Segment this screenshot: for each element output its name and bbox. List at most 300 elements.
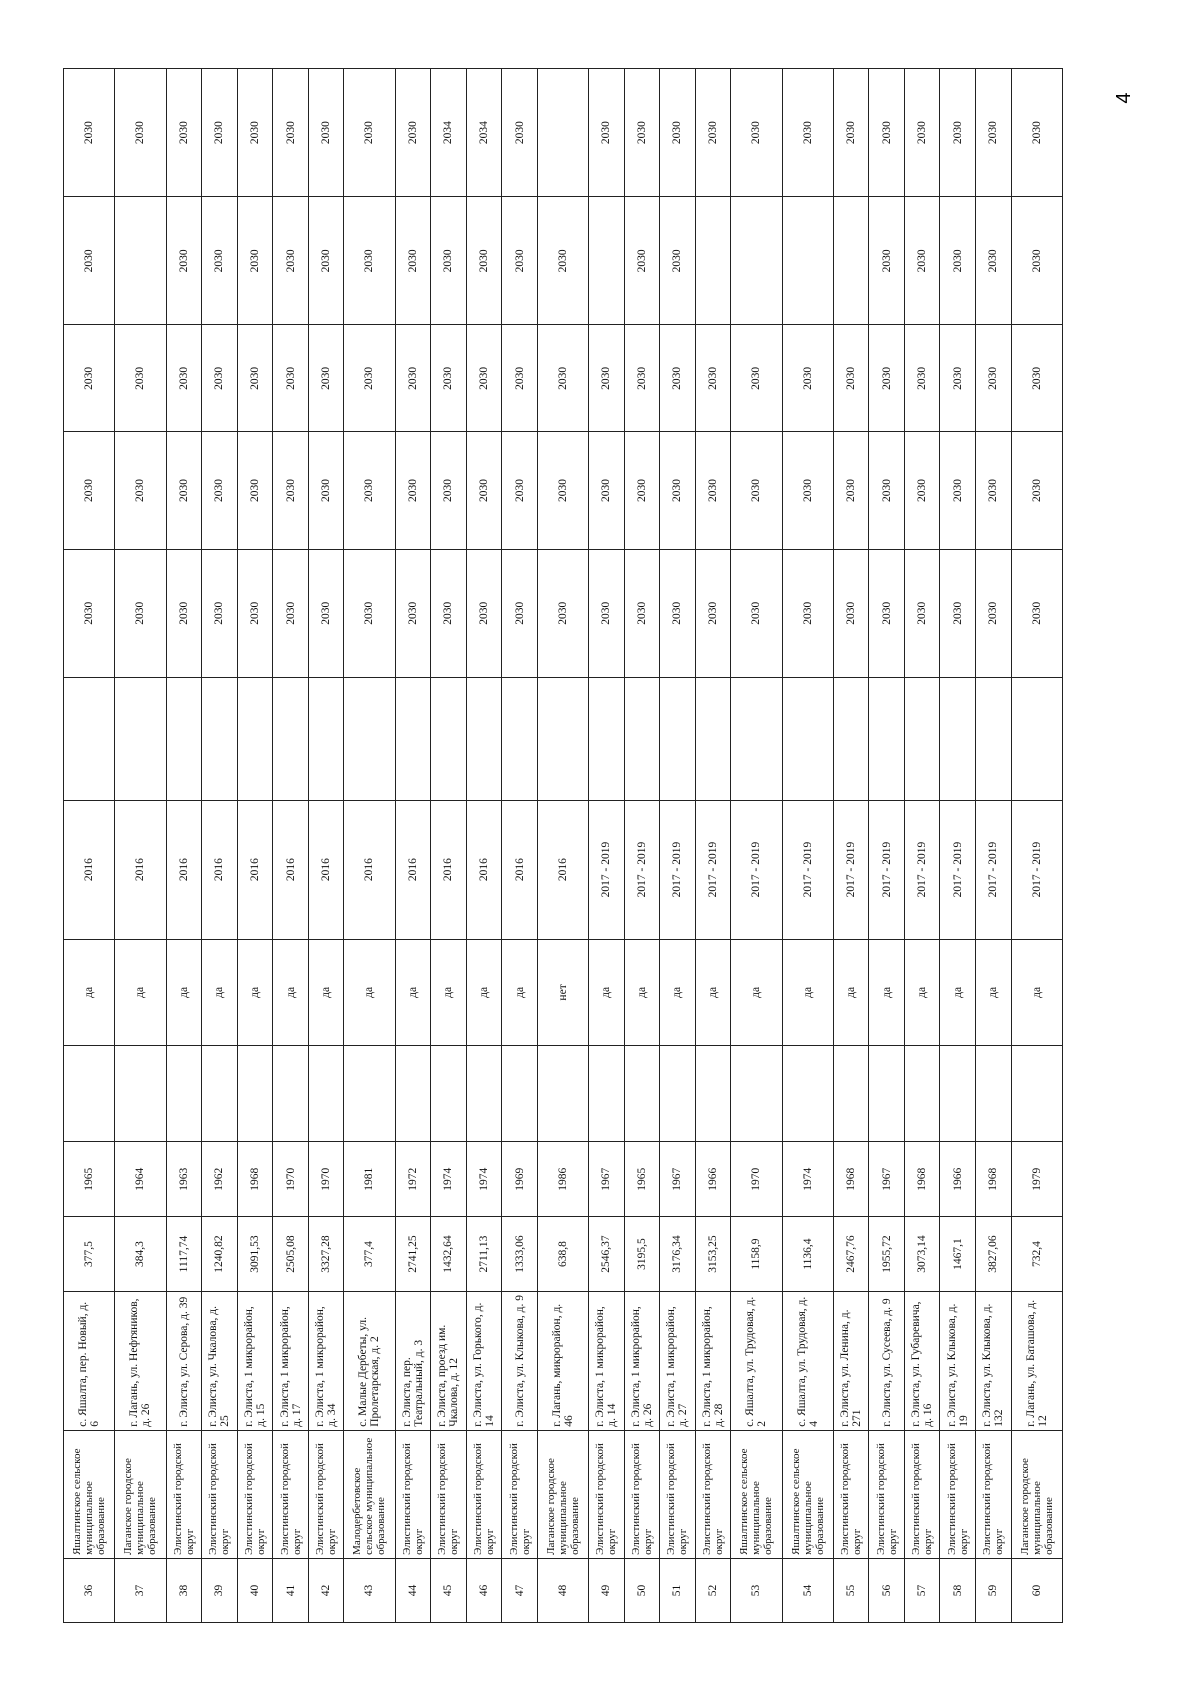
year-plan-cell: 2030 [833, 325, 869, 432]
flag-cell: да [976, 939, 1012, 1046]
flag-cell: да [64, 939, 115, 1046]
table-row [1011, 69, 1062, 1623]
address-cell: г. Элиста, 1 микрорайон, д. 15 [237, 1291, 273, 1430]
table-row [695, 69, 731, 1623]
blank-cell [466, 1046, 502, 1142]
address-cell: г. Элиста, ул. Серова, д. 39 [166, 1291, 202, 1430]
address-cell: г. Элиста, ул. Клыкова, д. 19 [940, 1291, 976, 1430]
year-plan-cell: 2030 [115, 69, 166, 197]
table-row [589, 69, 625, 1623]
blank-cell [731, 1046, 782, 1142]
year-plan-cell: 2030 [273, 432, 309, 549]
municipality-cell: Элистинский городской округ [833, 1430, 869, 1558]
period-cell: 2016 [344, 800, 395, 939]
year-plan-cell: 2030 [237, 549, 273, 677]
blank-cell [273, 677, 309, 800]
year-plan-cell: 2030 [502, 549, 538, 677]
build-year-cell: 1967 [589, 1142, 625, 1217]
year-plan-cell: 2030 [237, 325, 273, 432]
blank-cell [395, 677, 431, 800]
year-plan-cell: 2030 [1011, 549, 1062, 677]
blank-cell [308, 677, 344, 800]
period-cell: 2017 - 2019 [731, 800, 782, 939]
area-cell: 384,3 [115, 1217, 166, 1292]
year-plan-cell: 2030 [1011, 197, 1062, 325]
flag-cell: нет [537, 939, 588, 1046]
row-number-cell: 39 [202, 1558, 238, 1622]
area-cell: 732,4 [1011, 1217, 1062, 1292]
municipality-cell: Элистинский городской округ [624, 1430, 660, 1558]
row-number-cell: 36 [64, 1558, 115, 1622]
blank-cell [237, 1046, 273, 1142]
year-plan-cell: 2030 [904, 325, 940, 432]
year-plan-cell: 2030 [537, 325, 588, 432]
municipality-cell: Элистинский городской округ [976, 1430, 1012, 1558]
year-plan-cell: 2030 [976, 197, 1012, 325]
address-cell: г. Элиста, ул. Ленина, д. 271 [833, 1291, 869, 1430]
year-plan-cell: 2030 [308, 69, 344, 197]
area-cell: 2711,13 [466, 1217, 502, 1292]
year-plan-cell: 2030 [940, 432, 976, 549]
year-plan-cell: 2030 [431, 325, 467, 432]
flag-cell: да [660, 939, 696, 1046]
year-plan-cell: 2030 [782, 432, 833, 549]
row-number-cell: 37 [115, 1558, 166, 1622]
municipality-cell: Элистинский городской округ [202, 1430, 238, 1558]
row-number-cell: 42 [308, 1558, 344, 1622]
build-year-cell: 1979 [1011, 1142, 1062, 1217]
year-plan-cell: 2030 [537, 197, 588, 325]
row-number-cell: 51 [660, 1558, 696, 1622]
year-plan-cell: 2030 [344, 432, 395, 549]
table-row [940, 69, 976, 1623]
period-cell: 2017 - 2019 [904, 800, 940, 939]
row-number-cell: 41 [273, 1558, 309, 1622]
row-number-cell: 45 [431, 1558, 467, 1622]
blank-cell [431, 677, 467, 800]
year-plan-cell: 2030 [64, 69, 115, 197]
build-year-cell: 1966 [695, 1142, 731, 1217]
year-plan-cell: 2030 [624, 432, 660, 549]
year-plan-cell: 2030 [624, 69, 660, 197]
municipality-cell: Элистинский городской округ [904, 1430, 940, 1558]
blank-cell [695, 677, 731, 800]
year-plan-cell: 2030 [202, 325, 238, 432]
year-plan-cell: 2034 [466, 69, 502, 197]
table-row [904, 69, 940, 1623]
table-row [344, 69, 395, 1623]
blank-cell [624, 677, 660, 800]
year-plan-cell: 2030 [395, 549, 431, 677]
municipality-cell: Яшалтинское сельское муниципальное образование [64, 1430, 115, 1558]
year-plan-cell: 2030 [431, 549, 467, 677]
year-plan-cell: 2030 [782, 325, 833, 432]
build-year-cell: 1967 [869, 1142, 905, 1217]
blank-cell [1011, 1046, 1062, 1142]
flag-cell: да [1011, 939, 1062, 1046]
year-plan-cell: 2030 [64, 549, 115, 677]
period-cell: 2017 - 2019 [589, 800, 625, 939]
year-plan-cell: 2030 [833, 69, 869, 197]
year-plan-cell: 2030 [1011, 325, 1062, 432]
registry-body [64, 69, 1063, 1623]
flag-cell: да [115, 939, 166, 1046]
blank-cell [537, 677, 588, 800]
year-plan-cell: 2030 [537, 432, 588, 549]
year-plan-cell: 2030 [624, 549, 660, 677]
area-cell: 3195,5 [624, 1217, 660, 1292]
year-plan-cell: 2030 [731, 69, 782, 197]
year-plan-cell: 2030 [273, 69, 309, 197]
area-cell: 1467,1 [940, 1217, 976, 1292]
year-plan-cell: 2030 [502, 325, 538, 432]
period-cell: 2016 [202, 800, 238, 939]
year-plan-cell: 2030 [660, 549, 696, 677]
table-row [466, 69, 502, 1623]
area-cell: 3176,34 [660, 1217, 696, 1292]
blank-cell [940, 677, 976, 800]
flag-cell: да [731, 939, 782, 1046]
municipality-cell: Элистинский городской округ [273, 1430, 309, 1558]
blank-cell [904, 677, 940, 800]
build-year-cell: 1968 [904, 1142, 940, 1217]
year-plan-cell: 2030 [833, 549, 869, 677]
period-cell: 2016 [431, 800, 467, 939]
municipality-cell: Элистинский городской округ [431, 1430, 467, 1558]
area-cell: 1432,64 [431, 1217, 467, 1292]
year-plan-cell: 2030 [395, 197, 431, 325]
period-cell: 2017 - 2019 [1011, 800, 1062, 939]
build-year-cell: 1968 [237, 1142, 273, 1217]
row-number-cell: 56 [869, 1558, 905, 1622]
year-plan-cell: 2030 [115, 325, 166, 432]
year-plan-cell: 2030 [589, 549, 625, 677]
flag-cell: да [940, 939, 976, 1046]
table-row [273, 69, 309, 1623]
address-cell: г. Элиста, проезд им. Чкалова, д. 12 [431, 1291, 467, 1430]
year-plan-cell: 2030 [502, 69, 538, 197]
table-row [731, 69, 782, 1623]
area-cell: 2546,37 [589, 1217, 625, 1292]
address-cell: г. Элиста, ул. Горького, д. 14 [466, 1291, 502, 1430]
year-plan-cell: 2030 [782, 549, 833, 677]
year-plan-cell: 2030 [202, 432, 238, 549]
build-year-cell: 1964 [115, 1142, 166, 1217]
year-plan-cell: 2030 [466, 325, 502, 432]
area-cell: 638,8 [537, 1217, 588, 1292]
year-plan-cell: 2030 [537, 549, 588, 677]
municipality-cell: Элистинский городской округ [237, 1430, 273, 1558]
area-cell: 1955,72 [869, 1217, 905, 1292]
build-year-cell: 1986 [537, 1142, 588, 1217]
year-plan-cell: 2030 [273, 325, 309, 432]
address-cell: с. Малые Дербеты, ул. Пролетарская, д. 2 [344, 1291, 395, 1430]
area-cell: 3091,53 [237, 1217, 273, 1292]
area-cell: 1136,4 [782, 1217, 833, 1292]
build-year-cell: 1967 [660, 1142, 696, 1217]
blank-cell [940, 1046, 976, 1142]
row-number-cell: 49 [589, 1558, 625, 1622]
table-row [431, 69, 467, 1623]
municipality-cell: Элистинский городской округ [308, 1430, 344, 1558]
year-plan-cell: 2030 [624, 325, 660, 432]
blank-cell [976, 1046, 1012, 1142]
year-plan-cell: 2030 [466, 197, 502, 325]
flag-cell: да [344, 939, 395, 1046]
year-plan-cell [695, 197, 731, 325]
area-cell: 3327,28 [308, 1217, 344, 1292]
year-plan-cell: 2030 [1011, 69, 1062, 197]
build-year-cell: 1974 [466, 1142, 502, 1217]
address-cell: г. Лагань, микрорайон, д. 46 [537, 1291, 588, 1430]
address-cell: г. Элиста, ул. Губаревича, д. 16 [904, 1291, 940, 1430]
year-plan-cell: 2030 [166, 432, 202, 549]
build-year-cell: 1970 [308, 1142, 344, 1217]
flag-cell: да [273, 939, 309, 1046]
year-plan-cell: 2030 [237, 197, 273, 325]
blank-cell [202, 1046, 238, 1142]
table-row [166, 69, 202, 1623]
address-cell: г. Лагань, ул. Баташова, д. 12 [1011, 1291, 1062, 1430]
period-cell: 2016 [466, 800, 502, 939]
year-plan-cell: 2030 [589, 432, 625, 549]
row-number-cell: 59 [976, 1558, 1012, 1622]
flag-cell: да [833, 939, 869, 1046]
address-cell: с. Яшалта, ул. Трудовая, д. 2 [731, 1291, 782, 1430]
year-plan-cell [731, 197, 782, 325]
period-cell: 2017 - 2019 [695, 800, 731, 939]
table-row [502, 69, 538, 1623]
row-number-cell: 57 [904, 1558, 940, 1622]
flag-cell: да [624, 939, 660, 1046]
year-plan-cell: 2030 [344, 197, 395, 325]
period-cell: 2016 [537, 800, 588, 939]
flag-cell: да [782, 939, 833, 1046]
flag-cell: да [502, 939, 538, 1046]
table-row [308, 69, 344, 1623]
build-year-cell: 1963 [166, 1142, 202, 1217]
address-cell: г. Элиста, ул. Сусеева, д. 9 [869, 1291, 905, 1430]
year-plan-cell: 2030 [976, 432, 1012, 549]
table-row [237, 69, 273, 1623]
year-plan-cell: 2030 [202, 197, 238, 325]
period-cell: 2016 [115, 800, 166, 939]
year-plan-cell: 2030 [940, 325, 976, 432]
municipality-cell: Элистинский городской округ [660, 1430, 696, 1558]
municipality-cell: Малодербетовское сельское муниципальное образование [344, 1430, 395, 1558]
year-plan-cell: 2030 [695, 549, 731, 677]
year-plan-cell: 2030 [660, 325, 696, 432]
area-cell: 3073,14 [904, 1217, 940, 1292]
blank-cell [431, 1046, 467, 1142]
address-cell: г. Элиста, 1 микрорайон, д. 28 [695, 1291, 731, 1430]
row-number-cell: 40 [237, 1558, 273, 1622]
flag-cell: да [395, 939, 431, 1046]
year-plan-cell [589, 197, 625, 325]
year-plan-cell: 2030 [308, 432, 344, 549]
row-number-cell: 55 [833, 1558, 869, 1622]
table-row [115, 69, 166, 1623]
year-plan-cell: 2030 [308, 197, 344, 325]
year-plan-cell: 2030 [869, 549, 905, 677]
year-plan-cell: 2030 [64, 197, 115, 325]
blank-cell [166, 1046, 202, 1142]
flag-cell: да [869, 939, 905, 1046]
blank-cell [537, 1046, 588, 1142]
flag-cell: да [237, 939, 273, 1046]
year-plan-cell: 2030 [395, 325, 431, 432]
year-plan-cell: 2030 [833, 432, 869, 549]
municipality-cell: Элистинский городской округ [940, 1430, 976, 1558]
table-row [869, 69, 905, 1623]
build-year-cell: 1968 [976, 1142, 1012, 1217]
row-number-cell: 58 [940, 1558, 976, 1622]
year-plan-cell: 2030 [589, 69, 625, 197]
page-number: 4 [1112, 92, 1135, 104]
year-plan-cell: 2030 [466, 549, 502, 677]
address-cell: г. Элиста, 1 микрорайон, д. 34 [308, 1291, 344, 1430]
address-cell: г. Элиста, 1 микрорайон, д. 14 [589, 1291, 625, 1430]
year-plan-cell: 2030 [166, 69, 202, 197]
municipality-cell: Элистинский городской округ [589, 1430, 625, 1558]
area-cell: 2505,08 [273, 1217, 309, 1292]
table-row [976, 69, 1012, 1623]
year-plan-cell: 2030 [395, 69, 431, 197]
address-cell: г. Элиста, 1 микрорайон, д. 27 [660, 1291, 696, 1430]
address-cell: с. Яшалта, ул. Трудовая, д. 4 [782, 1291, 833, 1430]
blank-cell [344, 677, 395, 800]
year-plan-cell: 2030 [1011, 432, 1062, 549]
flag-cell: да [589, 939, 625, 1046]
year-plan-cell: 2030 [273, 197, 309, 325]
year-plan-cell: 2030 [731, 432, 782, 549]
blank-cell [869, 677, 905, 800]
blank-cell [976, 677, 1012, 800]
year-plan-cell: 2030 [344, 325, 395, 432]
blank-cell [1011, 677, 1062, 800]
row-number-cell: 60 [1011, 1558, 1062, 1622]
period-cell: 2016 [166, 800, 202, 939]
build-year-cell: 1981 [344, 1142, 395, 1217]
year-plan-cell: 2030 [869, 69, 905, 197]
year-plan-cell: 2030 [502, 197, 538, 325]
address-cell: г. Элиста, 1 микрорайон, д. 26 [624, 1291, 660, 1430]
year-plan-cell [537, 69, 588, 197]
area-cell: 1158,9 [731, 1217, 782, 1292]
address-cell: г. Элиста, ул. Клыкова, д. 9 [502, 1291, 538, 1430]
municipality-cell: Яшалтинское сельское муниципальное образование [782, 1430, 833, 1558]
blank-cell [502, 1046, 538, 1142]
row-number-cell: 47 [502, 1558, 538, 1622]
year-plan-cell: 2030 [502, 432, 538, 549]
blank-cell [466, 677, 502, 800]
period-cell: 2016 [237, 800, 273, 939]
year-plan-cell: 2030 [466, 432, 502, 549]
blank-cell [202, 677, 238, 800]
row-number-cell: 44 [395, 1558, 431, 1622]
year-plan-cell: 2030 [237, 432, 273, 549]
flag-cell: да [202, 939, 238, 1046]
area-cell: 3827,06 [976, 1217, 1012, 1292]
blank-cell [782, 677, 833, 800]
address-cell: г. Лагань, ул. Нефтяников, д. 26 [115, 1291, 166, 1430]
year-plan-cell: 2030 [166, 325, 202, 432]
municipality-cell: Элистинский городской округ [502, 1430, 538, 1558]
year-plan-cell: 2030 [660, 69, 696, 197]
blank-cell [308, 1046, 344, 1142]
period-cell: 2016 [502, 800, 538, 939]
build-year-cell: 1970 [273, 1142, 309, 1217]
year-plan-cell: 2030 [940, 197, 976, 325]
flag-cell: да [431, 939, 467, 1046]
year-plan-cell: 2030 [695, 69, 731, 197]
year-plan-cell: 2030 [64, 325, 115, 432]
year-plan-cell: 2030 [904, 197, 940, 325]
blank-cell [660, 677, 696, 800]
housing-registry-table [63, 68, 1063, 1623]
year-plan-cell: 2030 [976, 549, 1012, 677]
municipality-cell: Элистинский городской округ [395, 1430, 431, 1558]
area-cell: 1240,82 [202, 1217, 238, 1292]
year-plan-cell: 2030 [869, 197, 905, 325]
row-number-cell: 48 [537, 1558, 588, 1622]
year-plan-cell: 2030 [904, 549, 940, 677]
year-plan-cell: 2030 [308, 549, 344, 677]
table-row [833, 69, 869, 1623]
build-year-cell: 1972 [395, 1142, 431, 1217]
year-plan-cell: 2030 [344, 549, 395, 677]
year-plan-cell: 2030 [695, 325, 731, 432]
build-year-cell: 1965 [624, 1142, 660, 1217]
build-year-cell: 1970 [731, 1142, 782, 1217]
year-plan-cell: 2030 [782, 69, 833, 197]
build-year-cell: 1974 [431, 1142, 467, 1217]
municipality-cell: Элистинский городской округ [695, 1430, 731, 1558]
year-plan-cell: 2030 [731, 325, 782, 432]
municipality-cell: Элистинский городской округ [466, 1430, 502, 1558]
blank-cell [695, 1046, 731, 1142]
year-plan-cell: 2030 [202, 69, 238, 197]
area-cell: 2467,76 [833, 1217, 869, 1292]
row-number-cell: 43 [344, 1558, 395, 1622]
blank-cell [115, 677, 166, 800]
municipality-cell: Элистинский городской округ [166, 1430, 202, 1558]
period-cell: 2016 [64, 800, 115, 939]
year-plan-cell: 2030 [976, 69, 1012, 197]
blank-cell [589, 677, 625, 800]
blank-cell [166, 677, 202, 800]
blank-cell [904, 1046, 940, 1142]
period-cell: 2017 - 2019 [782, 800, 833, 939]
period-cell: 2017 - 2019 [660, 800, 696, 939]
area-cell: 377,5 [64, 1217, 115, 1292]
year-plan-cell: 2030 [431, 197, 467, 325]
year-plan-cell: 2030 [237, 69, 273, 197]
blank-cell [731, 677, 782, 800]
row-number-cell: 52 [695, 1558, 731, 1622]
year-plan-cell [782, 197, 833, 325]
row-number-cell: 38 [166, 1558, 202, 1622]
year-plan-cell: 2030 [308, 325, 344, 432]
year-plan-cell: 2030 [395, 432, 431, 549]
table-row [624, 69, 660, 1623]
blank-cell [64, 1046, 115, 1142]
blank-cell [782, 1046, 833, 1142]
row-number-cell: 54 [782, 1558, 833, 1622]
year-plan-cell: 2030 [431, 432, 467, 549]
year-plan-cell: 2034 [431, 69, 467, 197]
year-plan-cell: 2030 [904, 432, 940, 549]
